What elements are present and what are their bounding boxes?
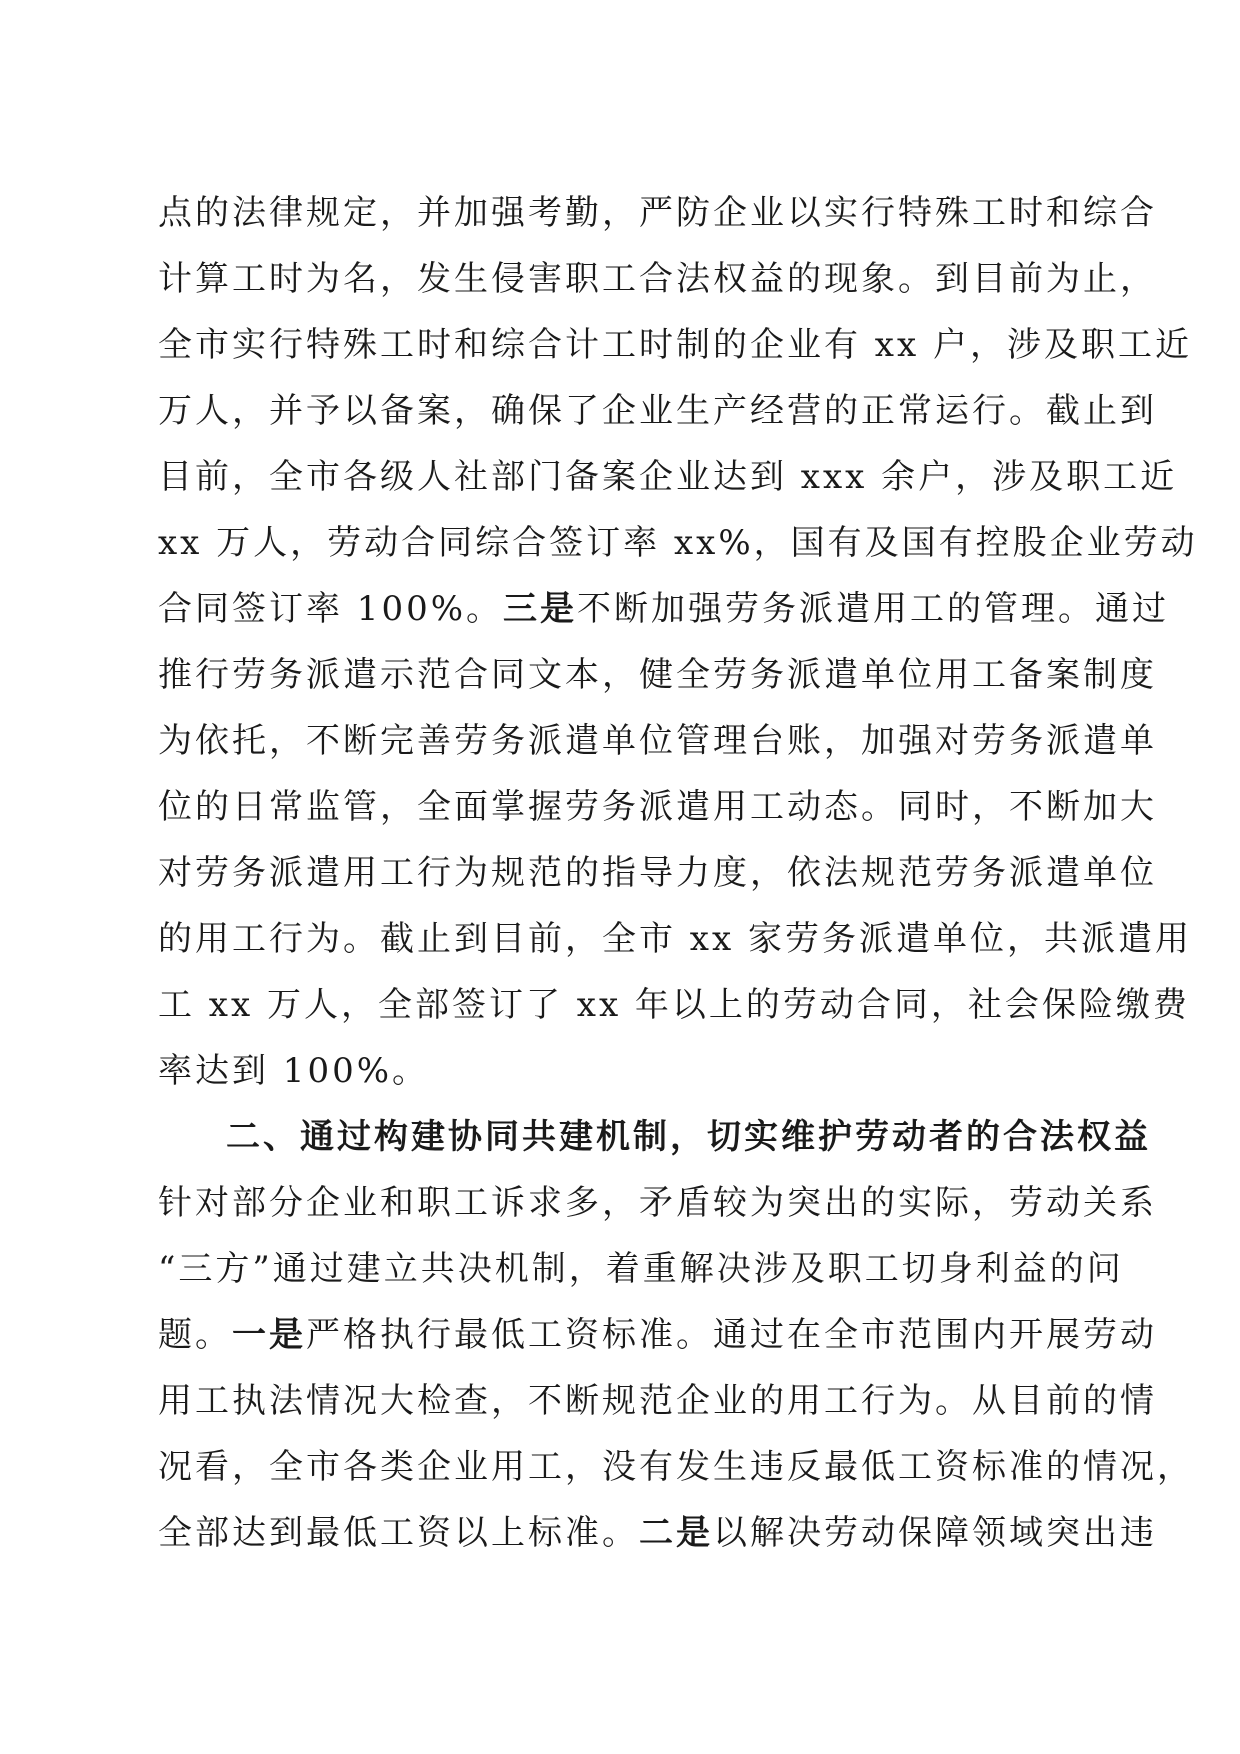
text-line-17: “三方”通过建立共决机制，着重解决涉及职工切身利益的问 xyxy=(158,1249,1124,1289)
section-heading: 二、通过构建协同共建机制，切实维护劳动者的合法权益 xyxy=(226,1117,1151,1157)
text-line-13: 工 xx 万人，全部签订了 xx 年以上的劳动合同，社会保险缴费 xyxy=(158,985,1190,1025)
document-page xyxy=(158,180,1198,1566)
text-line-3: 全市实行特殊工时和综合计工时制的企业有 xx 户，涉及职工近 xyxy=(158,325,1192,365)
bold-marker-three: 三是 xyxy=(503,589,578,629)
text-line-5: 目前，全市各级人社部门备案企业达到 xxx 余户，涉及职工近 xyxy=(158,457,1178,497)
text-line-12: 的用工行为。截止到目前，全市 xx 家劳务派遣单位，共派遣用 xyxy=(158,919,1192,959)
text-line-9: 为依托，不断完善劳务派遣单位管理台账，加强对劳务派遣单 xyxy=(158,721,1157,761)
bold-marker-one: 一是 xyxy=(232,1315,306,1355)
text-line-19: 用工执法情况大检查，不断规范企业的用工行为。从目前的情 xyxy=(158,1381,1157,1421)
text-line-21: 全部达到最低工资以上标准。二是以解决劳动保障领域突出违 xyxy=(158,1513,1157,1553)
text-line-2: 计算工时为名，发生侵害职工合法权益的现象。到目前为止， xyxy=(158,259,1157,299)
text-line-6: xx 万人，劳动合同综合签订率 xx%，国有及国有控股企业劳动 xyxy=(158,523,1198,563)
text-line-8: 推行劳务派遣示范合同文本，健全劳务派遣单位用工备案制度 xyxy=(158,655,1157,695)
text-line-10: 位的日常监管，全面掌握劳务派遣用工动态。同时，不断加大 xyxy=(158,787,1157,827)
text-line-4: 万人，并予以备案，确保了企业生产经营的正常运行。截止到 xyxy=(158,391,1157,431)
bold-marker-two: 二是 xyxy=(639,1513,713,1553)
text-line-18: 题。一是严格执行最低工资标准。通过在全市范围内开展劳动 xyxy=(158,1315,1157,1355)
text-line-20: 况看，全市各类企业用工，没有发生违反最低工资标准的情况， xyxy=(158,1447,1194,1487)
text-line-14: 率达到 100%。 xyxy=(158,1051,430,1091)
text-line-7: 合同签订率 100%。三是不断加强劳务派遣用工的管理。通过 xyxy=(158,589,1170,629)
text-line-1: 点的法律规定，并加强考勤，严防企业以实行特殊工时和综合 xyxy=(158,193,1157,233)
text-line-11: 对劳务派遣用工行为规范的指导力度，依法规范劳务派遣单位 xyxy=(158,853,1157,893)
text-line-16: 针对部分企业和职工诉求多，矛盾较为突出的实际，劳动关系 xyxy=(158,1183,1157,1223)
